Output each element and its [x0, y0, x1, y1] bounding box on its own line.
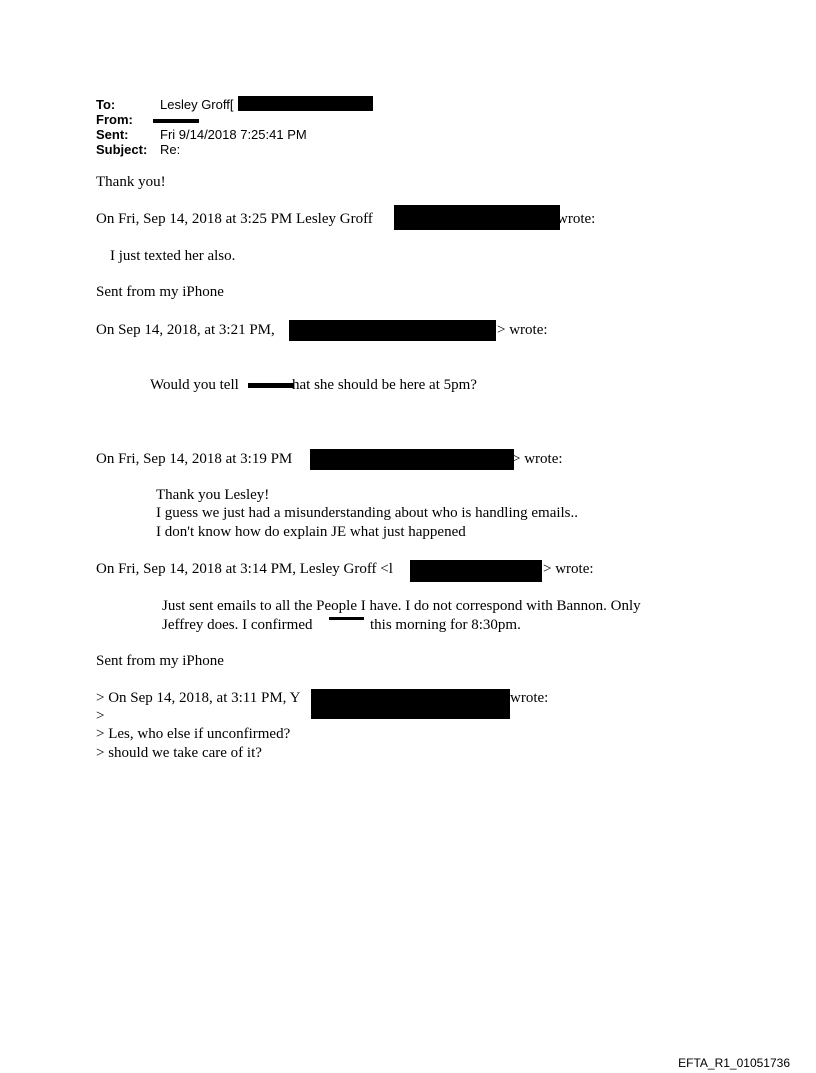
redaction-bar	[329, 617, 364, 620]
document-id: EFTA_R1_01051736	[678, 1056, 790, 1070]
quote-text: I just texted her also.	[110, 248, 236, 264]
redaction-bar	[311, 689, 510, 719]
quote-intro-suffix: > wrote:	[512, 451, 563, 467]
redaction-bar	[289, 320, 496, 341]
from-label: From:	[96, 112, 133, 127]
signature: Sent from my iPhone	[96, 653, 224, 669]
sent-value: Fri 9/14/2018 7:25:41 PM	[160, 127, 307, 142]
quote-line: Jeffrey does. I confirmed	[162, 617, 313, 633]
quote-line: > Les, who else if unconfirmed?	[96, 726, 291, 742]
quote-line: > should we take care of it?	[96, 745, 262, 761]
quote-intro: On Fri, Sep 14, 2018 at 3:25 PM Lesley Groff	[96, 211, 373, 227]
reply-text: Thank you!	[96, 174, 166, 190]
redaction-bar	[238, 96, 373, 111]
quote-intro-suffix: wrote:	[510, 690, 549, 706]
quote-intro: > On Sep 14, 2018, at 3:11 PM, Y	[96, 690, 301, 706]
quote-line: I guess we just had a misunderstanding about who is handling emails..	[156, 505, 579, 521]
quote-text-continued: hat she should be here at 5pm?	[292, 377, 477, 393]
quote-line-continued: this morning for 8:30pm.	[370, 617, 521, 633]
quote-intro-suffix: wrote:	[557, 211, 596, 227]
quote-line: Thank you Lesley!	[156, 487, 270, 503]
quote-line: Just sent emails to all the People I have. I do not correspond with Bannon. Only	[162, 598, 641, 614]
quote-line: >	[96, 708, 105, 724]
signature: Sent from my iPhone	[96, 284, 224, 300]
quote-intro: On Fri, Sep 14, 2018 at 3:19 PM	[96, 451, 293, 467]
quote-intro: On Sep 14, 2018, at 3:21 PM,	[96, 322, 275, 338]
redaction-bar	[410, 560, 542, 582]
redaction-bar	[394, 205, 560, 230]
to-label: To:	[96, 97, 116, 112]
redaction-bar	[153, 119, 199, 123]
subject-value: Re:	[160, 142, 181, 157]
to-value: Lesley Groff[	[160, 97, 234, 112]
quote-text: Would you tell	[150, 377, 239, 393]
quote-intro-suffix: > wrote:	[497, 322, 548, 338]
quote-intro: On Fri, Sep 14, 2018 at 3:14 PM, Lesley Groff <l	[96, 561, 393, 577]
quote-line: I don't know how do explain JE what just happened	[156, 524, 466, 540]
subject-label: Subject:	[96, 142, 148, 157]
quote-intro-suffix: > wrote:	[543, 561, 594, 577]
redaction-bar	[310, 449, 514, 470]
sent-label: Sent:	[96, 127, 129, 142]
redaction-bar	[248, 383, 294, 388]
